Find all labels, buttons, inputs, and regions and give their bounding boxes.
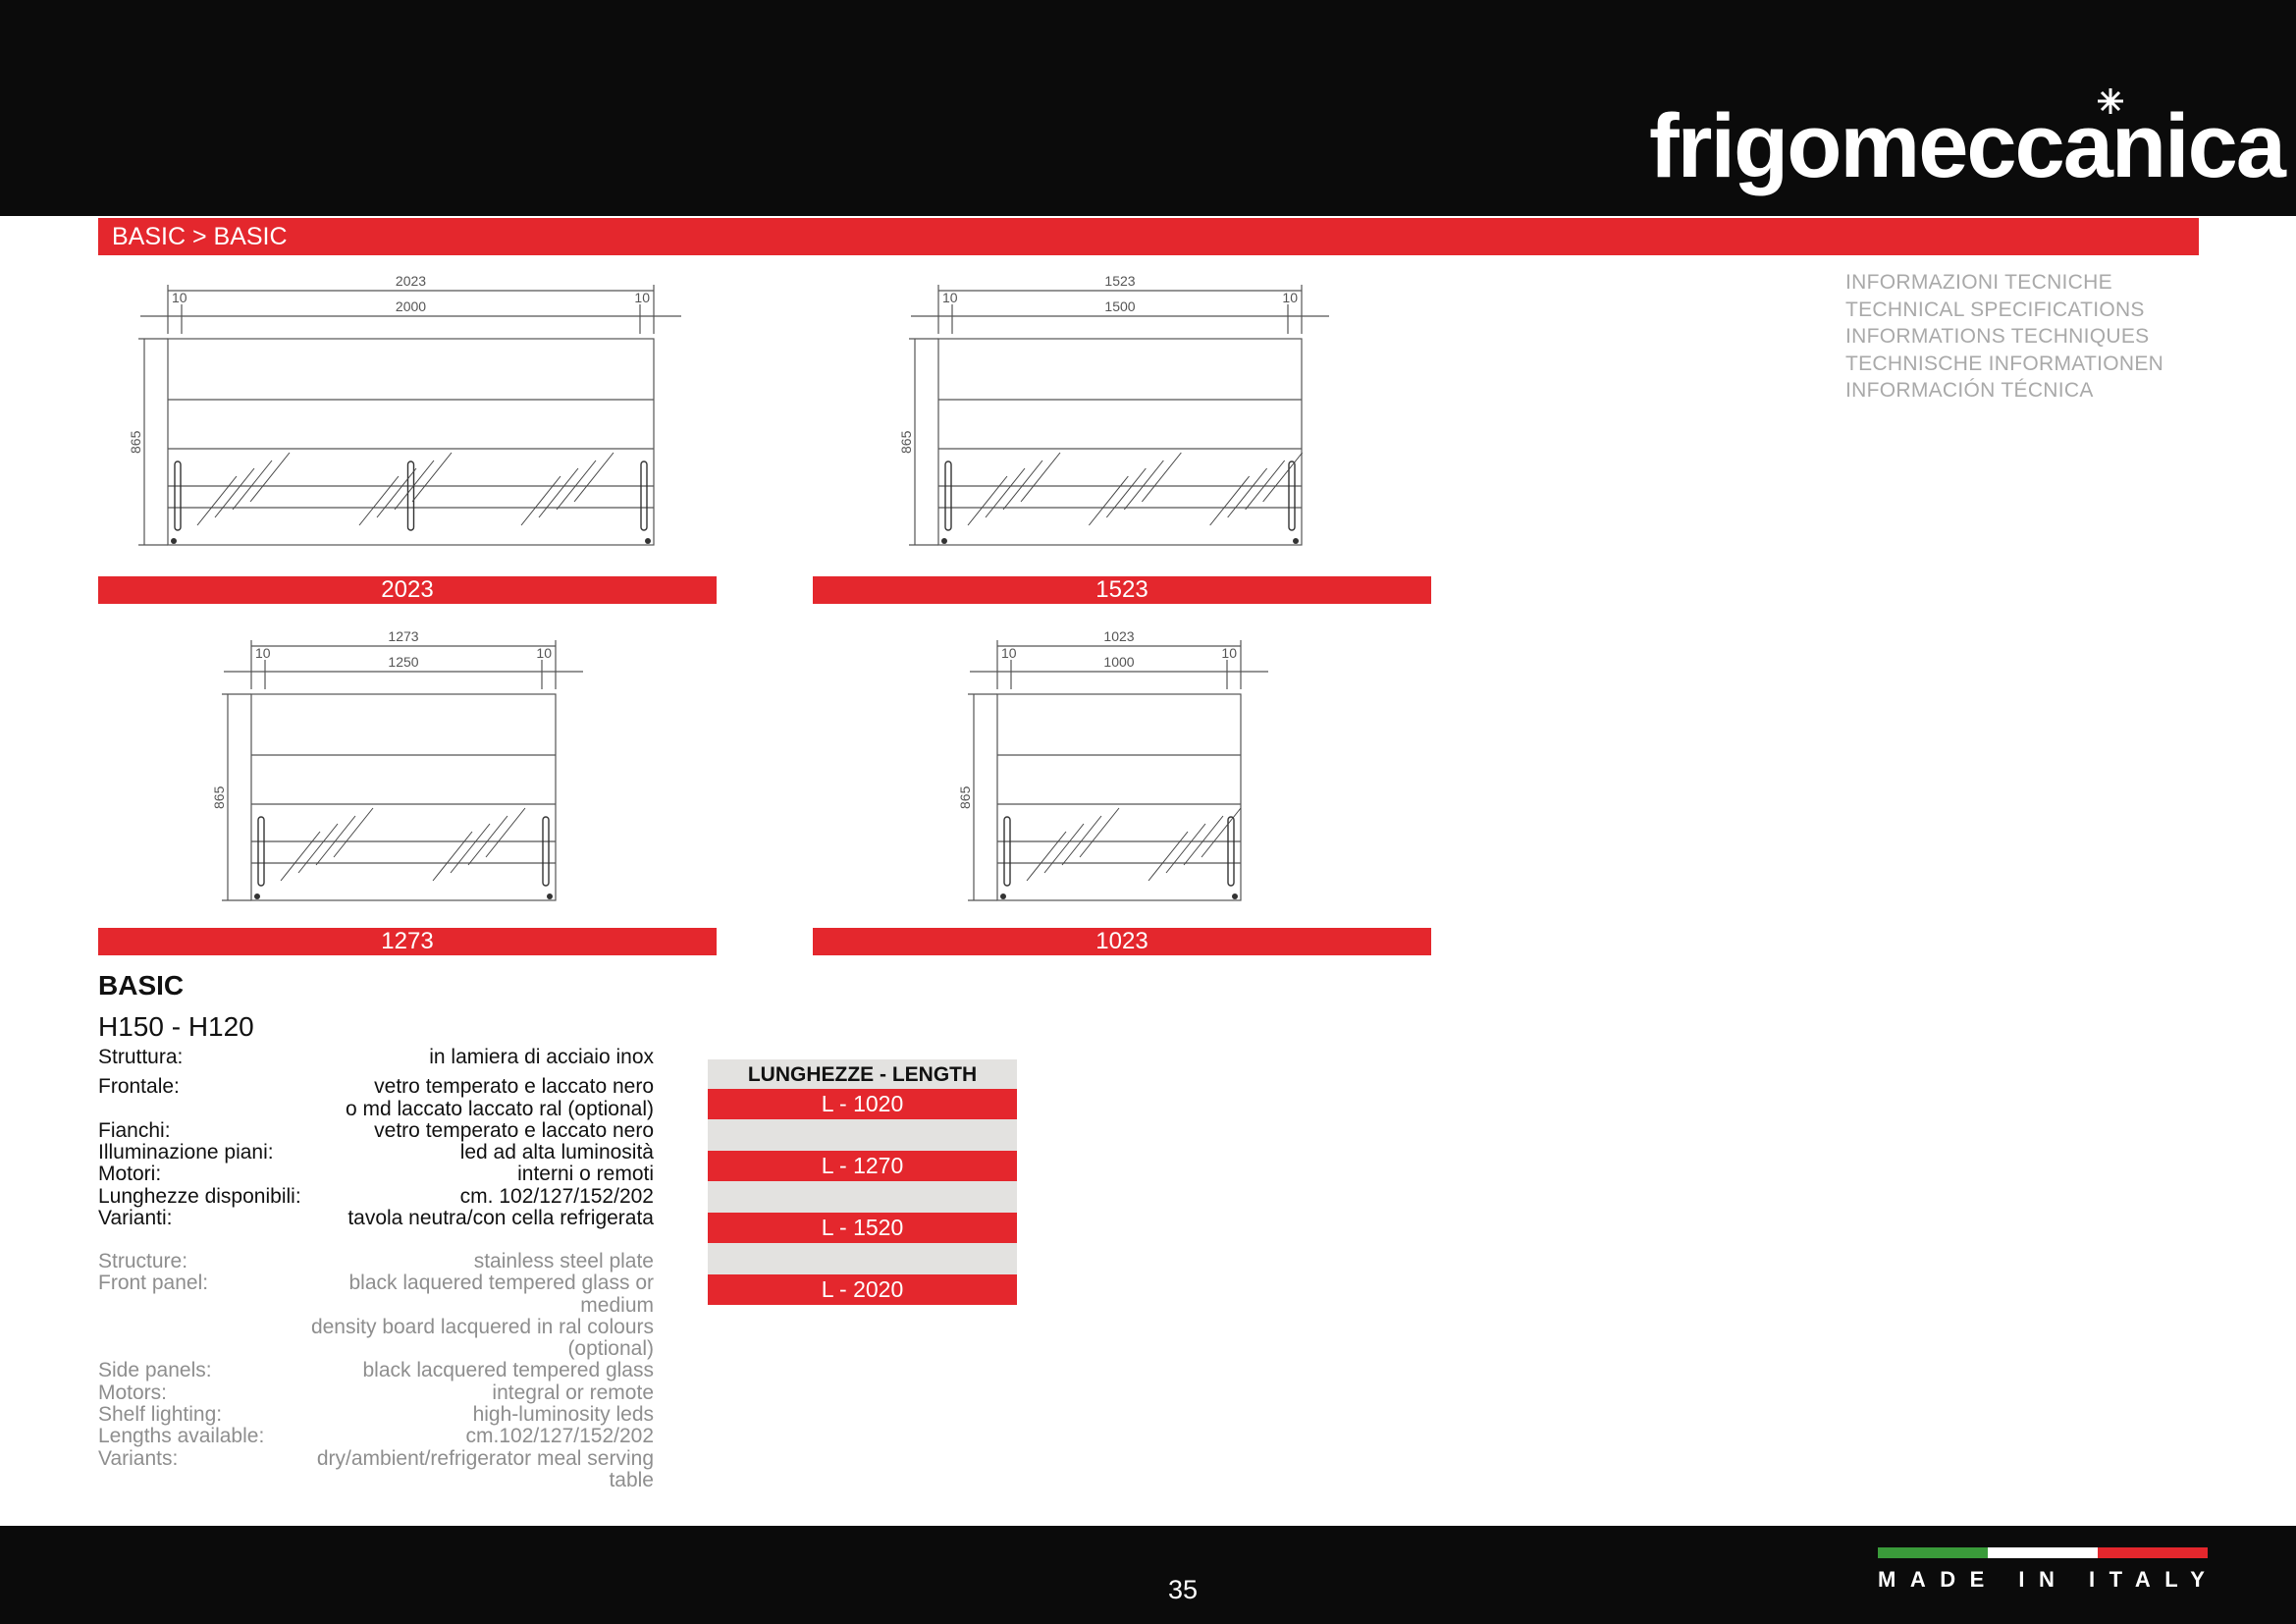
spec-row <box>98 1142 654 1164</box>
glass-reflection-line <box>1124 460 1163 510</box>
glass-reflection-line <box>1166 824 1205 873</box>
dim-margin-left-label: 10 <box>1001 645 1017 661</box>
glass-reflection-line <box>1210 476 1250 525</box>
spec-key: Lengths available: <box>98 1425 265 1448</box>
length-table <box>708 1059 1017 1305</box>
spec-value: led ad alta luminosità <box>459 1141 654 1164</box>
made-in-italy: MADE IN ITALY <box>1878 1567 2219 1592</box>
flag-white <box>1988 1547 2098 1558</box>
foot <box>547 893 553 899</box>
drawing-2023 <box>128 265 682 560</box>
glass-reflection-line <box>1228 468 1267 517</box>
foot <box>254 893 260 899</box>
dim-margin-left-label: 10 <box>172 290 187 305</box>
spec-table-italian <box>98 1047 654 1229</box>
top-header-bar <box>0 0 2296 216</box>
technical-info-titles <box>1845 269 2163 405</box>
dim-margin-right-label: 10 <box>634 290 650 305</box>
spec-key: Motors: <box>98 1380 168 1404</box>
spec-key: Front panel: <box>98 1272 209 1295</box>
spec-value: cm.102/127/152/202 <box>465 1425 654 1448</box>
spec-row <box>98 1251 654 1272</box>
technical-drawing-svg <box>898 265 1335 560</box>
foot <box>1293 538 1299 544</box>
glass-reflection-line <box>250 453 290 502</box>
dim-inner-label: 2000 <box>395 298 427 314</box>
spec-table-english <box>98 1251 654 1491</box>
info-title-de: TECHNISCHE INFORMATIONEN <box>1845 352 2164 375</box>
drawing-1273 <box>211 621 599 915</box>
glass-reflection-line <box>557 460 596 510</box>
foot <box>941 538 947 544</box>
spec-row <box>98 1099 654 1120</box>
glass-reflection-line <box>521 476 561 525</box>
glass-reflection-line <box>1246 460 1285 510</box>
glass-reflection-line <box>468 816 507 865</box>
technical-drawing-svg <box>211 621 599 915</box>
caption-1523: 1523 <box>813 576 1431 604</box>
cabinet-outline <box>168 339 654 545</box>
foot <box>171 538 177 544</box>
dim-inner-label: 1500 <box>1104 298 1136 314</box>
glass-reflection-line <box>316 816 355 865</box>
dim-height-label: 865 <box>957 785 973 809</box>
spec-value: black laquered tempered glass or medium <box>348 1272 654 1317</box>
spec-value: stainless steel plate <box>473 1250 654 1272</box>
spec-key: Shelf lighting: <box>98 1403 223 1427</box>
spec-value: high-luminosity leds <box>472 1403 654 1427</box>
spec-row <box>98 1448 654 1492</box>
foot <box>1232 893 1238 899</box>
dim-height-label: 865 <box>211 785 227 809</box>
glass-reflection-line <box>986 468 1025 517</box>
glass-reflection-line <box>281 832 320 881</box>
glass-reflection-line <box>1142 453 1181 502</box>
glass-reflection-line <box>1062 816 1101 865</box>
glass-reflection-line <box>486 808 525 857</box>
spec-value: dry/ambient/refrigerator meal serving table <box>316 1446 654 1491</box>
glass-reflection-line <box>539 468 578 517</box>
drawing-1523 <box>898 265 1335 560</box>
spec-key: Motori: <box>98 1163 162 1186</box>
length-row: L - 2020 <box>708 1274 1017 1305</box>
glass-reflection-line <box>1089 476 1128 525</box>
spec-row <box>98 1120 654 1142</box>
spec-value: interni o remoti <box>517 1163 654 1186</box>
spec-row <box>98 1382 654 1404</box>
glass-reflection-line <box>334 808 373 857</box>
glass-reflection-line <box>1106 468 1146 517</box>
spec-row <box>98 1164 654 1185</box>
dim-margin-left-label: 10 <box>255 645 271 661</box>
glass-reflection-line <box>433 832 472 881</box>
foot <box>1000 893 1006 899</box>
spec-value: vetro temperato e laccato nero <box>374 1118 654 1142</box>
glass-reflection-line <box>197 476 237 525</box>
brand-text: frigomeccanica <box>1649 96 2284 196</box>
italian-flag-stripe <box>1878 1547 2208 1558</box>
handle <box>641 461 647 530</box>
spec-row <box>98 1272 654 1317</box>
technical-drawing-svg <box>957 621 1315 915</box>
info-title-en: TECHNICAL SPECIFICATIONS <box>1845 298 2145 321</box>
glass-reflection-line <box>377 468 416 517</box>
page-number: 35 <box>1168 1575 1199 1604</box>
frigomeccanica-logo <box>1629 86 2284 214</box>
glass-reflection-line <box>359 476 399 525</box>
spec-key: Varianti: <box>98 1207 173 1230</box>
length-row: L - 1520 <box>708 1213 1017 1243</box>
spec-key: Frontale: <box>98 1075 180 1099</box>
technical-drawing-svg <box>128 265 682 560</box>
spec-key: Fianchi: <box>98 1118 171 1142</box>
drawing-1023 <box>957 621 1315 915</box>
spec-row <box>98 1404 654 1426</box>
glass-reflection-line <box>1184 816 1223 865</box>
dim-height-label: 865 <box>128 430 143 454</box>
handle <box>945 461 951 530</box>
info-title-es: INFORMACIÓN TÉCNICA <box>1845 379 2094 402</box>
info-title-fr: INFORMATIONS TECHNIQUES <box>1845 325 2150 348</box>
handle <box>258 817 264 886</box>
glass-reflection-line <box>968 476 1007 525</box>
dim-overall-label: 1273 <box>388 628 419 644</box>
spec-row <box>98 1047 654 1068</box>
spec-key: Structure: <box>98 1250 188 1272</box>
spec-row <box>98 1208 654 1229</box>
spec-value: black lacquered tempered glass <box>362 1359 654 1382</box>
glass-reflection-line <box>298 824 338 873</box>
spec-key: Variants: <box>98 1446 179 1470</box>
spec-value: density board lacquered in ral colours (optional) <box>310 1315 654 1361</box>
length-spacer <box>708 1119 1017 1152</box>
info-title-it: INFORMAZIONI TECNICHE <box>1845 271 2112 294</box>
spec-value: integral or remote <box>492 1380 654 1404</box>
spec-row <box>98 1360 654 1381</box>
spec-value: vetro temperato e laccato nero <box>374 1075 654 1099</box>
dim-margin-right-label: 10 <box>1221 645 1237 661</box>
dim-margin-right-label: 10 <box>1282 290 1298 305</box>
caption-1273: 1273 <box>98 928 717 955</box>
glass-reflection-line <box>1201 808 1241 857</box>
glass-reflection-line <box>1080 808 1119 857</box>
dim-height-label: 865 <box>898 430 914 454</box>
dim-overall-label: 2023 <box>395 273 427 289</box>
dim-overall-label: 1523 <box>1104 273 1136 289</box>
glass-reflection-line <box>1148 832 1188 881</box>
handle <box>1228 817 1234 886</box>
spec-value: in lamiera di acciaio inox <box>429 1046 654 1068</box>
spec-value: tavola neutra/con cella refrigerata <box>347 1207 654 1230</box>
cabinet-outline <box>938 339 1302 545</box>
spec-subtitle: H150 - H120 <box>98 1011 254 1042</box>
spec-row <box>98 1426 654 1447</box>
dim-margin-left-label: 10 <box>942 290 958 305</box>
glass-reflection-line <box>451 824 490 873</box>
glass-reflection-line <box>412 453 452 502</box>
glass-reflection-line <box>233 460 272 510</box>
handle <box>1004 817 1010 886</box>
flag-green <box>1878 1547 1988 1558</box>
length-row: L - 1270 <box>708 1151 1017 1181</box>
spec-row <box>98 1186 654 1208</box>
dim-overall-label: 1023 <box>1103 628 1135 644</box>
cabinet-outline <box>251 694 556 900</box>
dim-inner-label: 1250 <box>388 654 419 670</box>
spec-value: cm. 102/127/152/202 <box>459 1184 654 1208</box>
handle <box>543 817 549 886</box>
length-row: L - 1020 <box>708 1089 1017 1119</box>
caption-1023: 1023 <box>813 928 1431 955</box>
glass-reflection-line <box>574 453 614 502</box>
glass-reflection-line <box>1021 453 1060 502</box>
length-table-header: LUNGHEZZE - LENGTH <box>708 1059 1017 1089</box>
glass-reflection-line <box>1044 824 1084 873</box>
flag-red <box>2098 1547 2208 1558</box>
glass-reflection-line <box>1027 832 1066 881</box>
length-spacer <box>708 1243 1017 1275</box>
handle <box>1289 461 1295 530</box>
handle <box>175 461 181 530</box>
spec-row <box>98 1317 654 1361</box>
dim-inner-label: 1000 <box>1103 654 1135 670</box>
cabinet-outline <box>997 694 1241 900</box>
foot <box>645 538 651 544</box>
breadcrumb: BASIC > BASIC <box>98 218 2199 255</box>
glass-reflection-line <box>1263 453 1303 502</box>
spec-value: o md laccato laccato ral (optional) <box>346 1097 654 1120</box>
spec-key: Struttura: <box>98 1046 184 1068</box>
dim-margin-right-label: 10 <box>536 645 552 661</box>
length-spacer <box>708 1181 1017 1214</box>
glass-reflection-line <box>215 468 254 517</box>
spec-key: Illuminazione piani: <box>98 1141 274 1164</box>
spec-row <box>98 1076 654 1098</box>
spec-key: Side panels: <box>98 1359 212 1382</box>
spec-title: BASIC <box>98 970 185 1001</box>
spec-key: Lunghezze disponibili: <box>98 1184 301 1208</box>
caption-2023: 2023 <box>98 576 717 604</box>
glass-reflection-line <box>1003 460 1042 510</box>
